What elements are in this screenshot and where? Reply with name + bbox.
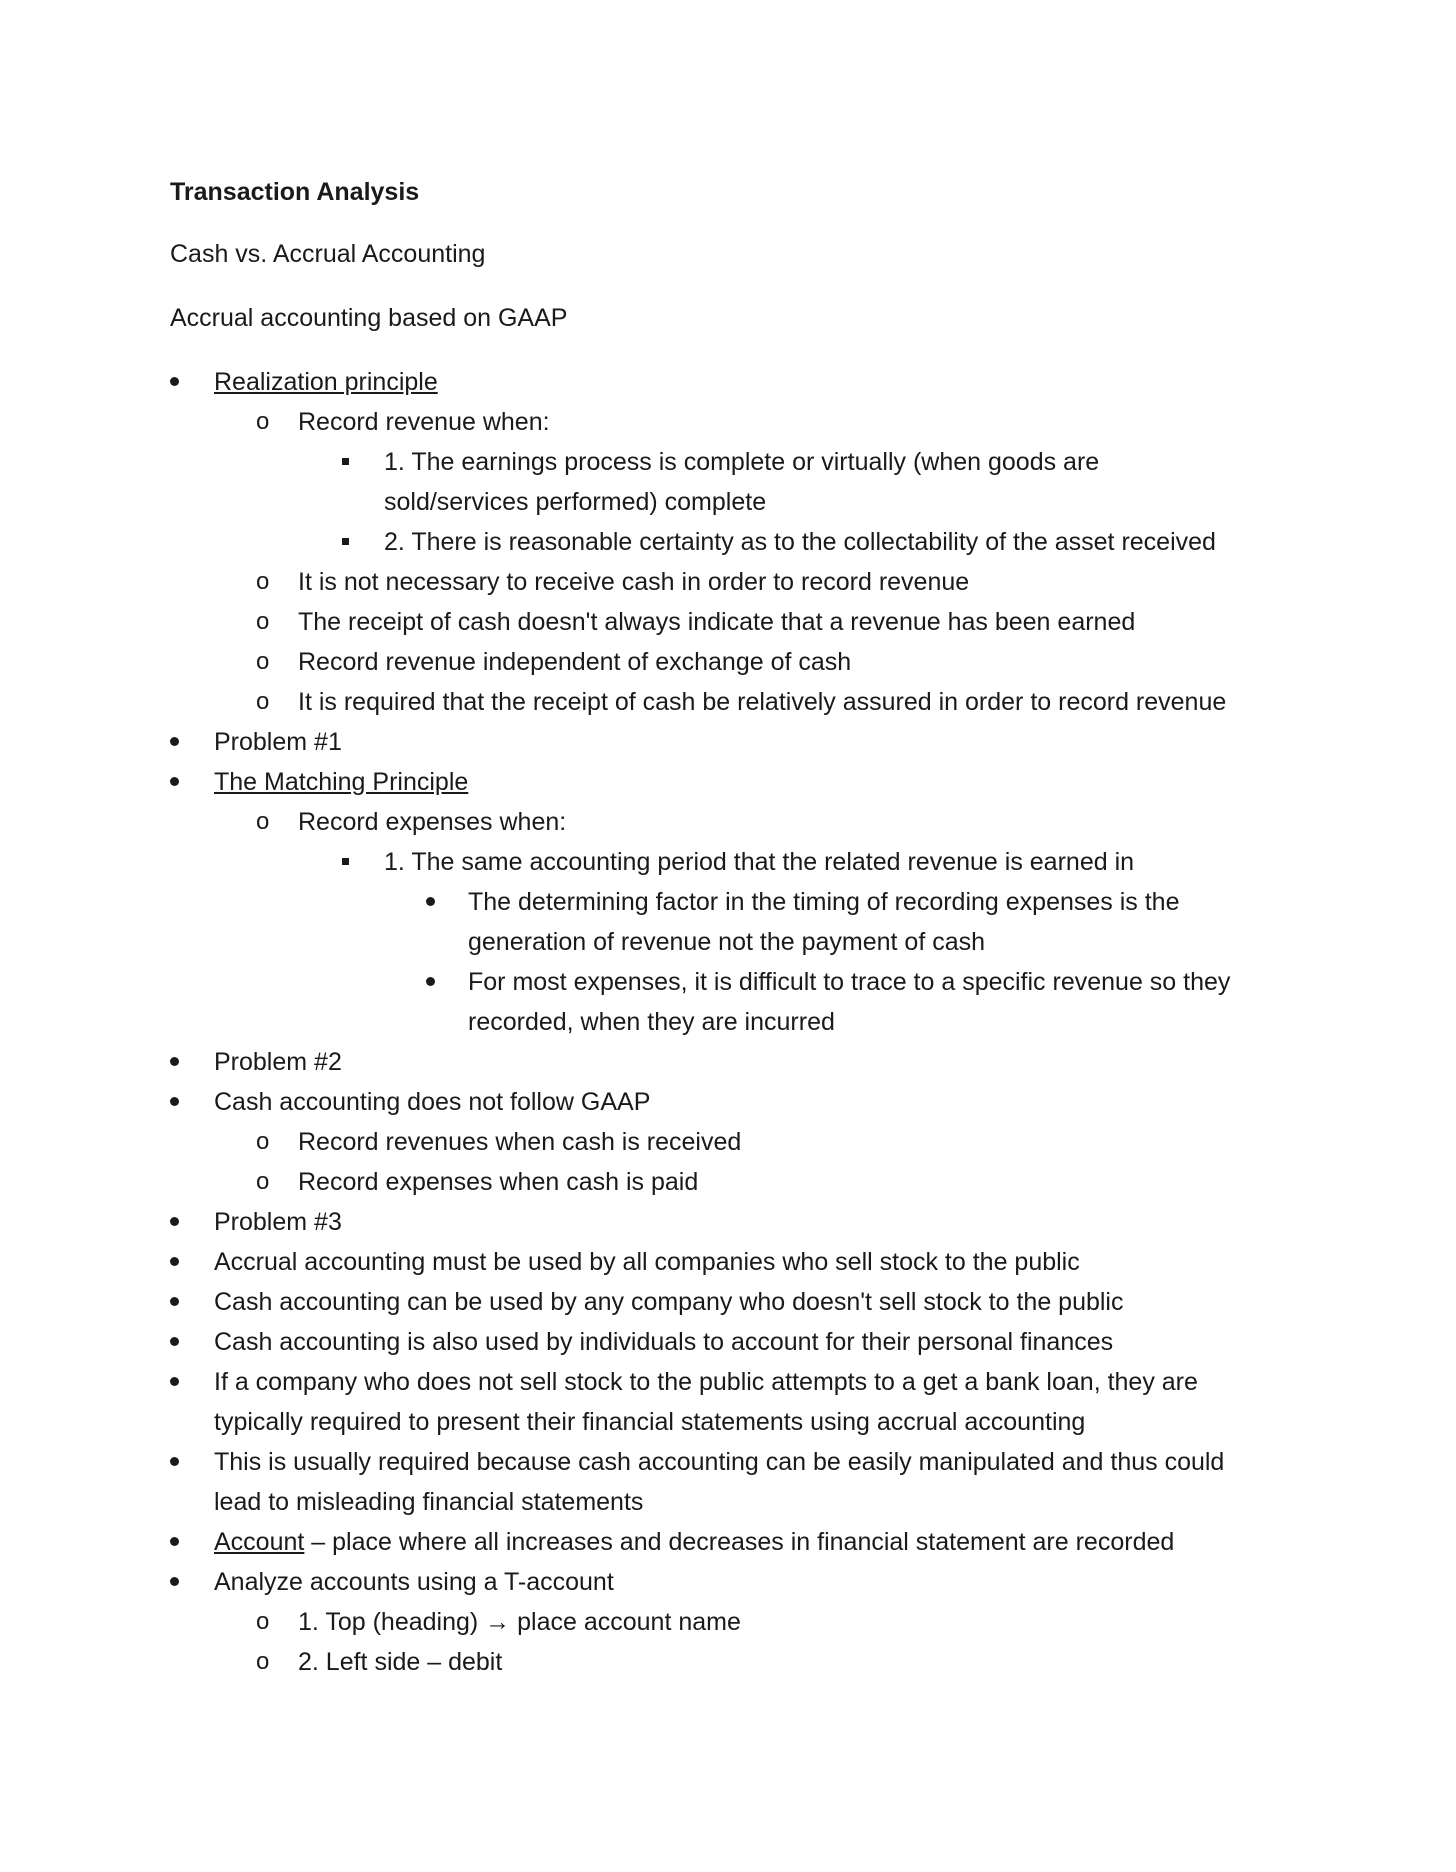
list-item <box>170 1042 1310 1082</box>
section-heading: Cash vs. Accrual Accounting <box>170 240 486 268</box>
list-item-text: Cash accounting is also used by individuals to account for their personal finances <box>214 1328 1114 1356</box>
intro-paragraph: Accrual accounting based on GAAP <box>170 304 568 332</box>
list-item-text: The receipt of cash doesn't always indicate that a revenue has been earned <box>298 608 1136 636</box>
bullet-icon <box>170 1242 200 1282</box>
list-item <box>170 1202 1310 1242</box>
hollow-bullet-icon: o <box>256 408 270 435</box>
list-item <box>170 1442 1310 1522</box>
list-item <box>170 362 1310 402</box>
list-item <box>170 1562 1310 1602</box>
bullet-icon <box>170 1282 200 1322</box>
list-item-text: 2. There is reasonable certainty as to the collectability of the asset received <box>384 528 1216 556</box>
list-item-text: Problem #3 <box>214 1208 342 1236</box>
list-item-text: If a company who does not sell stock to the public attempts to a get a bank loan, they are typically required to present their financial statements using accrual accounting <box>214 1368 1198 1436</box>
list-item-text: Record expenses when cash is paid <box>298 1168 699 1196</box>
list-item <box>170 802 1310 842</box>
list-item-text: Record revenue independent of exchange of cash <box>298 648 852 676</box>
term-realization-principle: Realization principle <box>214 368 438 396</box>
list-item-text: This is usually required because cash accounting can be easily manipulated and thus could lead to misleading financial statements <box>214 1448 1225 1516</box>
list-item-text: Cash accounting does not follow GAAP <box>214 1088 651 1116</box>
hollow-bullet-icon: o <box>256 648 270 675</box>
square-bullet-icon <box>342 842 372 882</box>
list-item <box>170 1322 1310 1362</box>
hollow-bullet-icon: o <box>256 1168 270 1195</box>
list-item <box>170 1602 1310 1642</box>
list-item <box>170 1162 1310 1202</box>
list-item <box>170 1522 1310 1562</box>
bullet-icon <box>170 1562 200 1602</box>
list-item-text: Problem #2 <box>214 1048 342 1076</box>
bullet-icon <box>170 762 200 802</box>
document-title: Transaction Analysis <box>170 178 420 206</box>
list-item-text: 1. The earnings process is complete or virtually (when goods are sold/services performed) complete <box>384 448 1100 516</box>
list-item <box>170 562 1310 602</box>
right-arrow-icon: → <box>485 1608 511 1636</box>
list-item <box>170 722 1310 762</box>
bullet-icon <box>170 1442 200 1482</box>
hollow-bullet-icon: o <box>256 688 270 715</box>
bullet-icon <box>426 882 456 922</box>
bullet-icon <box>170 1522 200 1562</box>
bullet-icon <box>170 1082 200 1122</box>
list-item <box>170 762 1310 802</box>
list-item-text: 1. The same accounting period that the related revenue is earned in <box>384 848 1135 876</box>
list-item-text: Cash accounting can be used by any company who doesn't sell stock to the public <box>214 1288 1124 1316</box>
list-item <box>170 1362 1310 1442</box>
list-item-text: Problem #1 <box>214 728 342 756</box>
list-item-text: Record revenues when cash is received <box>298 1128 742 1156</box>
list-item-text: place account name <box>510 1608 741 1636</box>
hollow-bullet-icon: o <box>256 808 270 835</box>
hollow-bullet-icon: o <box>256 1608 270 1635</box>
list-item <box>170 602 1310 642</box>
outline-list <box>170 362 1310 1682</box>
list-item-text: It is required that the receipt of cash be relatively assured in order to record revenue <box>298 688 1227 716</box>
list-item-text: It is not necessary to receive cash in order to record revenue <box>298 568 970 596</box>
square-bullet-icon <box>342 442 372 482</box>
list-item <box>170 682 1310 722</box>
account-definition: – place where all increases and decreases in financial statement are recorded <box>304 1528 1175 1556</box>
list-item <box>170 1082 1310 1122</box>
list-item <box>170 1642 1310 1682</box>
list-item-text: Accrual accounting must be used by all companies who sell stock to the public <box>214 1248 1080 1276</box>
bullet-icon <box>170 1322 200 1362</box>
list-item <box>170 1282 1310 1322</box>
list-item <box>170 842 1310 882</box>
list-item <box>170 882 1310 962</box>
bullet-icon <box>170 722 200 762</box>
document-content <box>170 172 1310 1682</box>
bullet-icon <box>170 1202 200 1242</box>
list-item-text: Record expenses when: <box>298 808 567 836</box>
bullet-icon <box>170 1362 200 1402</box>
list-item <box>170 442 1310 522</box>
hollow-bullet-icon: o <box>256 608 270 635</box>
list-item <box>170 522 1310 562</box>
hollow-bullet-icon: o <box>256 568 270 595</box>
list-item-text: The determining factor in the timing of recording expenses is the generation of revenue not the payment of cash <box>468 888 1180 956</box>
bullet-icon <box>170 1042 200 1082</box>
list-item-text: 2. Left side – debit <box>298 1648 503 1676</box>
list-item-text: Analyze accounts using a T-account <box>214 1568 614 1596</box>
list-item <box>170 962 1310 1042</box>
bullet-icon <box>426 962 456 1002</box>
hollow-bullet-icon: o <box>256 1128 270 1155</box>
square-bullet-icon <box>342 522 372 562</box>
term-matching-principle: The Matching Principle <box>214 768 469 796</box>
bullet-icon <box>170 362 200 402</box>
list-item-text: Record revenue when: <box>298 408 550 436</box>
list-item <box>170 402 1310 442</box>
list-item-text: For most expenses, it is difficult to trace to a specific revenue so they recorded, when they are incurred <box>468 968 1231 1036</box>
list-item-text: 1. Top (heading) <box>298 1608 486 1636</box>
list-item <box>170 1122 1310 1162</box>
list-item <box>170 1242 1310 1282</box>
hollow-bullet-icon: o <box>256 1648 270 1675</box>
term-account: Account <box>214 1528 305 1556</box>
list-item <box>170 642 1310 682</box>
